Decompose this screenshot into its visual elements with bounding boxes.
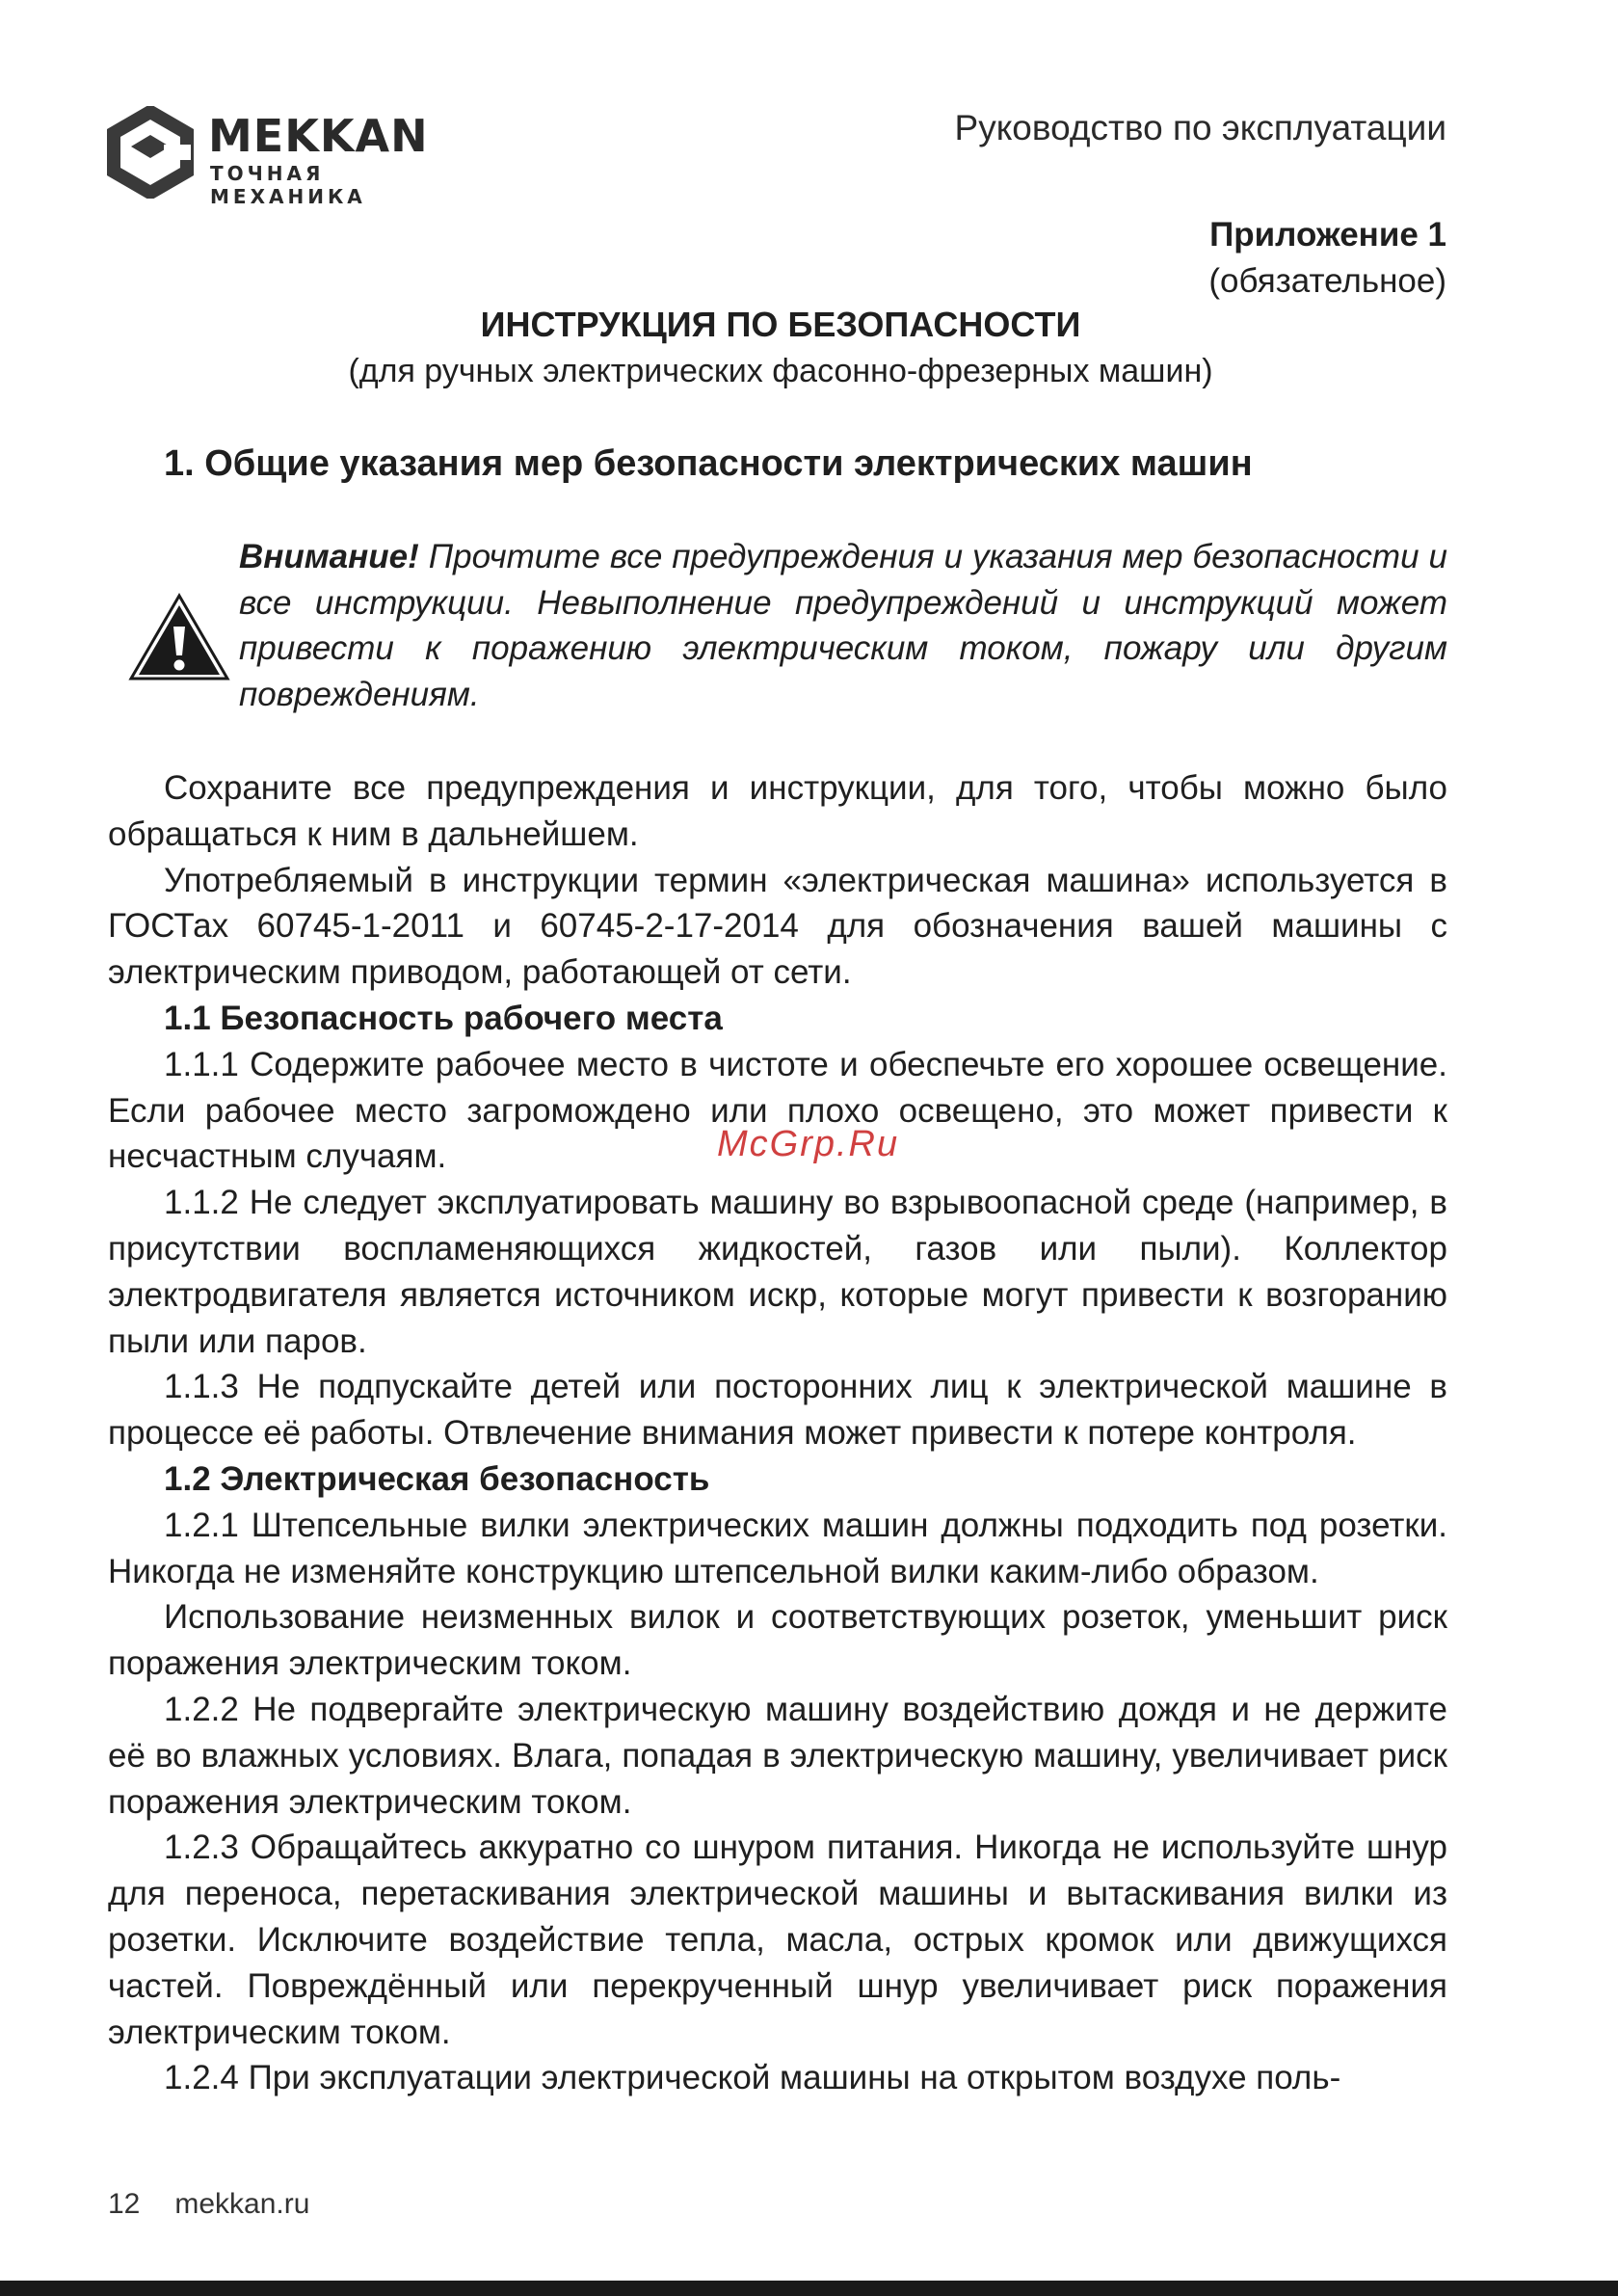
brand-tagline: ТОЧНАЯ МЕХАНИКА (210, 162, 366, 208)
paragraph: 1.1.2 Не следует эксплуатировать машину во взрывоопасной среде (например, в присутствии воспламеняющихся жидкостей, газов или пыли). Коллектор электродвигателя является источником искр, которые могут привести к возгоранию пыли или паров. (108, 1184, 1447, 1360)
paragraph: 1.2.1 Штепсельные вилки электрических машин должны подходить под розетки. Никогда не изменяйте конструкцию штепсельной вилки каким-либо образом. (108, 1506, 1447, 1590)
warning-text: Прочтите все предупреждения и указания мер безопасности и все инструкции. Невыполнение предупреждений и инструкций может привести к поражению электрическим током, пожару или другим повреждениям. (239, 538, 1447, 713)
warning-triangle-icon (127, 592, 231, 682)
warning-block (239, 534, 1447, 717)
subsection-heading: 1.1 Безопасность рабочего места (164, 999, 723, 1037)
page-number: 12 (108, 2188, 141, 2220)
paragraph: 1.2.4 При эксплуатации электрической машины на открытом воздухе поль- (164, 2059, 1341, 2097)
instruction-title: ИНСТРУКЦИЯ ПО БЕЗОПАСНОСТИ (480, 305, 1081, 344)
brand-logo (106, 106, 453, 208)
paragraph: 1.1.1 Содержите рабочее место в чистоте и обеспечьте его хорошее освещение. Если рабочее место загромождено или плохо освещено, это может привести к несчастным случаям. (108, 1045, 1447, 1176)
watermark: McGrp.Ru (717, 1124, 900, 1164)
paragraph: 1.2.2 Не подвергайте электрическую машину воздействию дождя и не держите её во влажных условиях. Влага, попадая в электрическую машину, увеличивает риск поражения электрическим током. (108, 1690, 1447, 1821)
brand-name: MEKKAN (208, 110, 429, 162)
subsection-heading: 1.2 Электрическая безопасность (164, 1459, 710, 1498)
page-footer (108, 2188, 344, 2221)
paragraph: 1.1.3 Не подпускайте детей или посторонних лиц к электрической машине в процессе её работы. Отвлечение внимания может привести к потере контроля. (108, 1368, 1447, 1453)
footer-site-link[interactable]: mekkan.ru (174, 2188, 310, 2220)
paragraph: Использование неизменных вилок и соответствующих розеток, уменьшит риск поражения электрическим током. (108, 1598, 1447, 1683)
bottom-divider (0, 2281, 1618, 2296)
document-title: Руководство по эксплуатации (954, 108, 1446, 147)
appendix-label (1208, 212, 1446, 305)
appendix-number: Приложение 1 (1209, 216, 1446, 254)
document-body (108, 765, 1447, 2101)
paragraph: Употребляемый в инструкции термин «электрическая машина» используется в ГОСТах 60745-1-2011 и 60745-2-17-2014 для обозначения вашей машины с электрическим приводом, работающей от сети. (108, 861, 1447, 992)
appendix-note: (обязательное) (1208, 262, 1446, 300)
paragraph: 1.2.3 Обращайтесь аккуратно со шнуром питания. Никогда не используйте шнур для переноса, перетаскивания электрической машины и вытаскивания вилки из розетки. Исключите воздействие тепла, масла, острых кромок или движущихся частей. Повреждённый или перекрученный шнур увеличивает риск поражения электрическим током. (108, 1829, 1447, 2051)
hexagon-logo-icon (106, 106, 195, 199)
warning-label: Внимание! (239, 538, 419, 575)
instruction-subtitle: (для ручных электрических фасонно-фрезерных машин) (348, 353, 1213, 389)
paragraph: Сохраните все предупреждения и инструкции, для того, чтобы можно было обращаться к ним в дальнейшем. (108, 769, 1447, 853)
section-heading: 1. Общие указания мер безопасности электрических машин (164, 443, 1253, 484)
